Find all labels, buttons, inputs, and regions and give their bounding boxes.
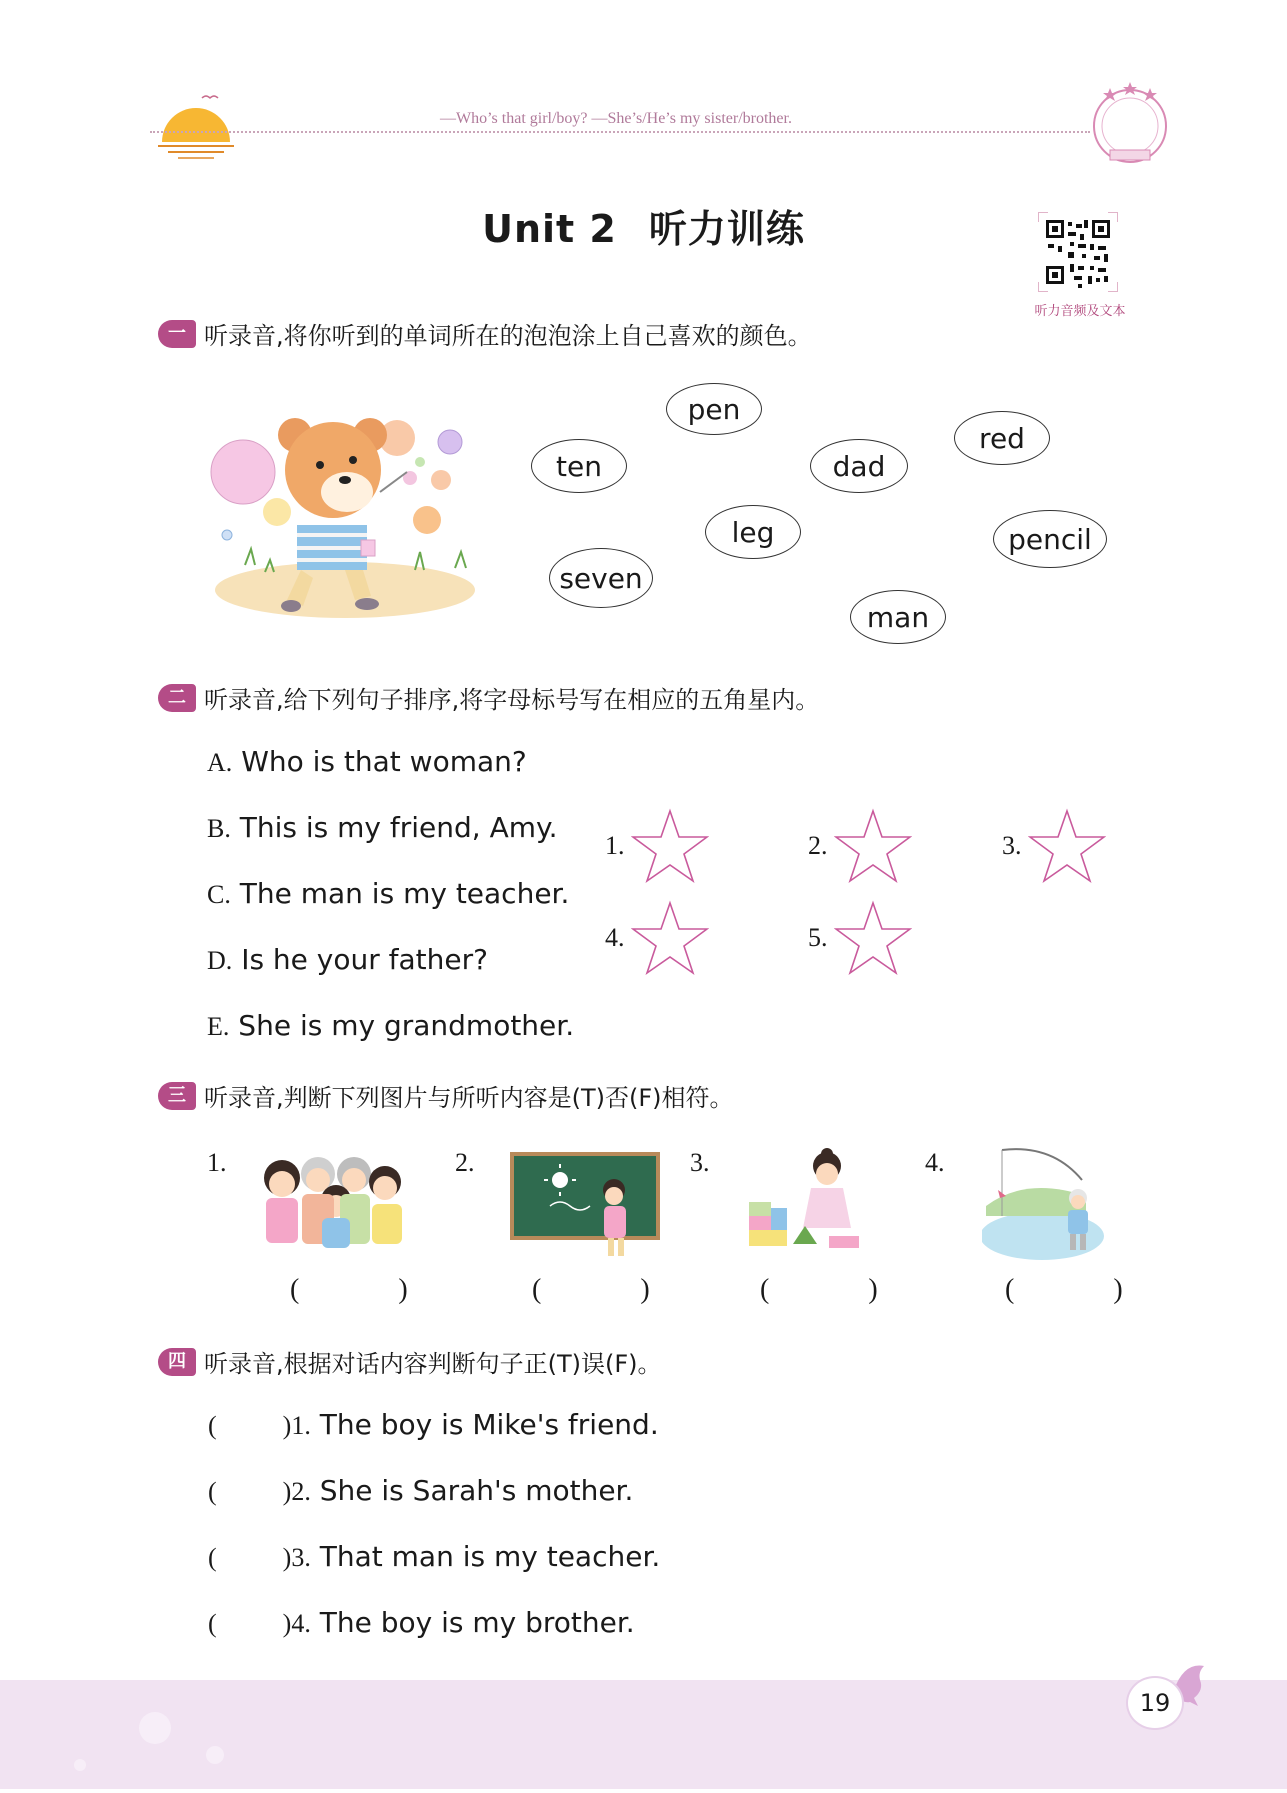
answer-paren[interactable]: ( ) [1005, 1274, 1169, 1305]
teacher-blackboard-illustration [510, 1150, 660, 1260]
star-icon[interactable] [834, 900, 912, 976]
sunrise-icon [158, 92, 234, 168]
tf-statement: ( ) 4. The boy is my brother. [208, 1606, 635, 1639]
bear-blowing-bubbles-illustration [205, 400, 505, 625]
section-number-badge: 三 [158, 1082, 196, 1110]
word-bubble[interactable]: leg [705, 505, 801, 559]
star-icon[interactable] [631, 900, 709, 976]
star-slot-3[interactable]: 3. [1002, 808, 1106, 884]
star-slot-4[interactable]: 4. [605, 900, 709, 976]
section4-instruction: 听录音,根据对话内容判断句子正(T)误(F)。 [204, 1350, 662, 1378]
footer-decoration [0, 1680, 1287, 1789]
section2-heading [158, 680, 819, 715]
section4-heading [158, 1344, 662, 1379]
section-number-badge: 四 [158, 1348, 196, 1376]
tf-statement: ( ) 1. The boy is Mike's friend. [208, 1408, 659, 1441]
header-rule [150, 131, 1090, 133]
answer-paren[interactable]: ( ) [532, 1274, 696, 1305]
section1-instruction: 听录音,将你听到的单词所在的泡泡涂上自己喜欢的颜色。 [204, 322, 812, 350]
picture-number: 1. [207, 1148, 227, 1177]
sentence-item: E. She is my grandmother. [207, 1009, 575, 1042]
answer-paren[interactable]: ( ) [290, 1274, 454, 1305]
star-icon[interactable] [1028, 808, 1106, 884]
word-bubble[interactable]: dad [810, 439, 908, 493]
word-bubble[interactable]: red [954, 411, 1050, 465]
star-slot-1[interactable]: 1. [605, 808, 709, 884]
sentence-item: C. The man is my teacher. [207, 877, 570, 910]
word-bubble[interactable]: pencil [993, 510, 1107, 568]
star-icon[interactable] [631, 808, 709, 884]
star-slot-5[interactable]: 5. [808, 900, 912, 976]
section-number-badge: 一 [158, 320, 196, 348]
star-slot-2[interactable]: 2. [808, 808, 912, 884]
picture-number: 4. [925, 1148, 945, 1177]
picture-number: 2. [455, 1148, 475, 1177]
brand-seal-icon [1088, 78, 1172, 168]
footer-band [0, 1680, 1287, 1789]
header-dialogue: —Who’s that girl/boy? —She’s/He’s my sister/brother. [440, 110, 792, 127]
sentence-item: B. This is my friend, Amy. [207, 811, 558, 844]
word-bubble[interactable]: seven [549, 548, 653, 608]
grandfather-fishing-illustration [982, 1146, 1108, 1262]
word-bubble[interactable]: pen [666, 383, 762, 435]
sentence-item: D. Is he your father? [207, 943, 489, 976]
word-bubble[interactable]: ten [531, 439, 627, 493]
family-group-illustration [250, 1148, 410, 1258]
word-bubble[interactable]: man [850, 590, 946, 644]
section1-heading [158, 316, 812, 351]
section2-instruction: 听录音,给下列句子排序,将字母标号写在相应的五角星内。 [204, 686, 820, 714]
answer-paren[interactable]: ( ) [760, 1274, 924, 1305]
section-number-badge: 二 [158, 684, 196, 712]
section3-instruction: 听录音,判断下列图片与所听内容是(T)否(F)相符。 [204, 1084, 734, 1112]
section3-heading [158, 1078, 734, 1113]
page-number: 19 [1126, 1676, 1184, 1730]
title-subtitle: 听力训练 [648, 207, 805, 251]
qr-code-icon[interactable] [1038, 212, 1118, 292]
tf-statement: ( ) 2. She is Sarah's mother. [208, 1474, 634, 1507]
star-icon[interactable] [834, 808, 912, 884]
picture-number: 3. [690, 1148, 710, 1177]
qr-caption: 听力音频及文本 [1034, 304, 1126, 319]
girl-playing-blocks-illustration [745, 1148, 870, 1258]
tf-statement: ( ) 3. That man is my teacher. [208, 1540, 661, 1573]
sentence-item: A. Who is that woman? [207, 745, 527, 778]
unit-label: Unit 2 [482, 207, 617, 251]
